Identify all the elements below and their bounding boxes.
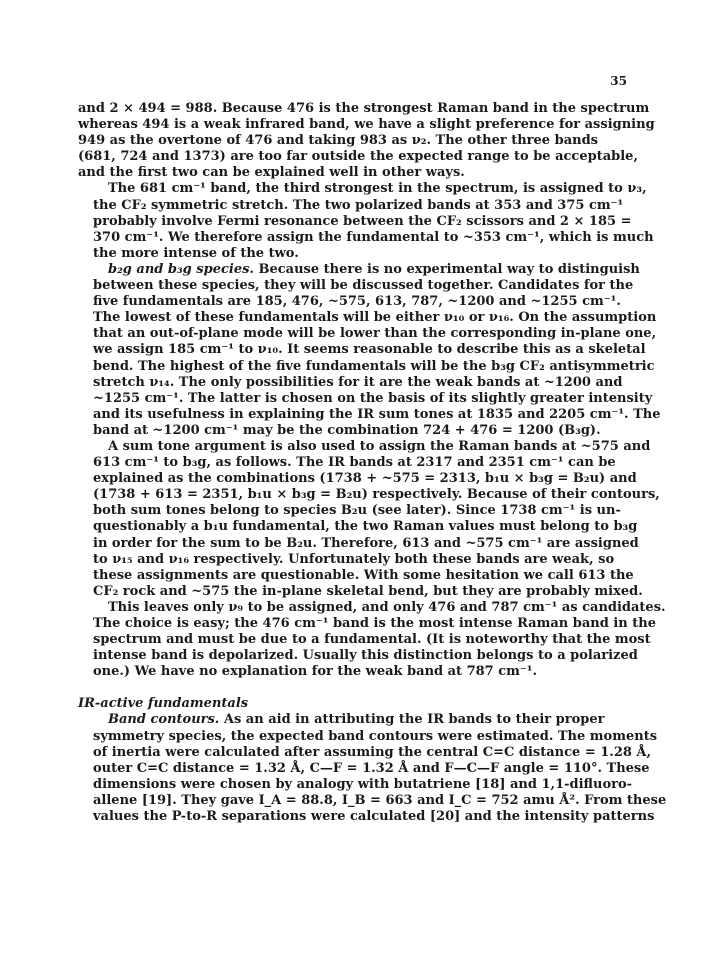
paragraph xyxy=(78,261,661,439)
paragraph xyxy=(78,712,667,825)
text-line: ~1255 cm⁻¹. The latter is chosen on the basis of its slightly greater intensity xyxy=(93,390,653,406)
text-line: questionably a b₁u fundamental, the two Raman values must belong to b₃g xyxy=(93,519,638,535)
text-line: both sum tones belong to species B₂u (see later). Since 1738 cm⁻¹ is un- xyxy=(93,503,621,519)
text-line: five fundamentals are 185, 476, ~575, 613, 787, ~1200 and ~1255 cm⁻¹. xyxy=(93,294,621,310)
text-line: spectrum and must be due to a fundamental. (It is noteworthy that the most xyxy=(93,632,651,648)
text-line: and 2 × 494 = 988. Because 476 is the strongest Raman band in the spectrum xyxy=(78,101,650,116)
text-line: and its usefulness in explaining the IR sum tones at 1835 and 2205 cm⁻¹. The xyxy=(93,406,661,422)
text-line: outer C=C distance = 1.32 Å, C—F = 1.32 Å and F—C—F angle = 110°. These xyxy=(93,760,650,776)
text-line: the more intense of the two. xyxy=(93,245,299,261)
text-line: A sum tone argument is also used to assign the Raman bands at ~575 and xyxy=(108,438,651,454)
text-line: CF₂ rock and ~575 the in-plane skeletal bend, but they are probably mixed. xyxy=(93,583,643,599)
text-line: symmetry species, the expected band contours were estimated. The moments xyxy=(93,728,658,744)
text-line: The choice is easy; the 476 cm⁻¹ band is the most intense Raman band in the xyxy=(93,616,656,631)
text-line: values the P-to-R separations were calculated [20] and the intensity patterns xyxy=(93,809,655,825)
paragraph xyxy=(78,181,654,261)
text-line: (681, 724 and 1373) are too far outside the expected range to be acceptable, xyxy=(78,149,638,165)
text-line: between these species, they will be discussed together. Candidates for the xyxy=(93,278,634,294)
text-line: stretch ν₁₄. The only possibilities for it are the weak bands at ~1200 and xyxy=(93,374,623,390)
text-line: explained as the combinations (1738 + ~575 = 2313, b₁u × b₃g = B₂u) and xyxy=(93,471,637,487)
text-line: 370 cm⁻¹. We therefore assign the fundamental to ~353 cm⁻¹, which is much xyxy=(93,229,654,245)
text-line: probably involve Fermi resonance between the CF₂ scissors and 2 × 185 = xyxy=(93,213,632,229)
text-line: one.) We have no explanation for the weak band at 787 cm⁻¹. xyxy=(93,664,538,680)
paragraph xyxy=(78,599,666,680)
text-line: these assignments are questionable. With some hesitation we call 613 the xyxy=(93,567,634,583)
text-line: This leaves only ν₉ to be assigned, and only 476 and 787 cm⁻¹ as candidates. xyxy=(108,599,666,615)
text-run: Because there is no experimental way to distinguish xyxy=(253,261,640,277)
text-line: intense band is depolarized. Usually this distinction belongs to a polarized xyxy=(93,648,638,664)
page-body xyxy=(78,101,667,825)
text-line: the CF₂ symmetric stretch. The two polarized bands at 353 and 375 cm⁻¹ xyxy=(93,197,624,213)
paragraph xyxy=(78,101,655,181)
page-number: 35 xyxy=(610,74,627,88)
text-line: dimensions were chosen by analogy with butatriene [18] and 1,1-difluoro- xyxy=(93,776,633,792)
text-line xyxy=(78,262,638,278)
text-line: to ν₁₅ and ν₁₆ respectively. Unfortunately both these bands are weak, so xyxy=(93,551,615,567)
paragraph xyxy=(78,438,660,600)
text-line xyxy=(78,712,638,728)
text-line: bend. The highest of the five fundamentals will be the b₃g CF₂ antisymmetric xyxy=(93,358,655,374)
text-line: The lowest of these fundamentals will be either ν₁₀ or ν₁₆. On the assumption xyxy=(93,310,657,326)
text-line: of inertia were calculated after assuming the central C=C distance = 1.28 Å, xyxy=(93,744,652,760)
text-line: whereas 494 is a weak infrared band, we have a slight preference for assigning xyxy=(78,117,655,133)
text-line: 613 cm⁻¹ to b₃g, as follows. The IR bands at 2317 and 2351 cm⁻¹ can be xyxy=(93,455,616,471)
text-line: that an out-of-plane mode will be lower than the corresponding in-plane one, xyxy=(93,326,657,342)
text-line: band at ~1200 cm⁻¹ may be the combination 724 + 476 = 1200 (B₃g). xyxy=(93,422,601,438)
text-line: in order for the sum to be B₂u. Therefore, 613 and ~575 cm⁻¹ are assigned xyxy=(93,535,639,551)
text-line: and the first two can be explained well in other ways. xyxy=(78,165,465,181)
subsection-label: b₂g and b₃g species. xyxy=(108,261,254,277)
text-line: 949 as the overtone of 476 and taking 983 as ν₂. The other three bands xyxy=(78,133,598,149)
subsection-label: Band contours. xyxy=(108,712,220,728)
text-line: (1738 + 613 = 2351, b₁u × b₃g = B₂u) respectively. Because of their contours, xyxy=(93,487,660,503)
text-line: The 681 cm⁻¹ band, the third strongest in the spectrum, is assigned to ν₃, xyxy=(108,181,647,197)
text-line: we assign 185 cm⁻¹ to ν₁₀. It seems reasonable to describe this as a skeletal xyxy=(93,342,646,358)
section-heading: IR-active fundamentals xyxy=(78,696,249,712)
text-line: allene [19]. They gave I_A = 88.8, I_B = 663 and I_C = 752 amu Å². From these xyxy=(93,792,667,808)
text-run: As an aid in attributing the IR bands to their proper xyxy=(219,712,605,728)
